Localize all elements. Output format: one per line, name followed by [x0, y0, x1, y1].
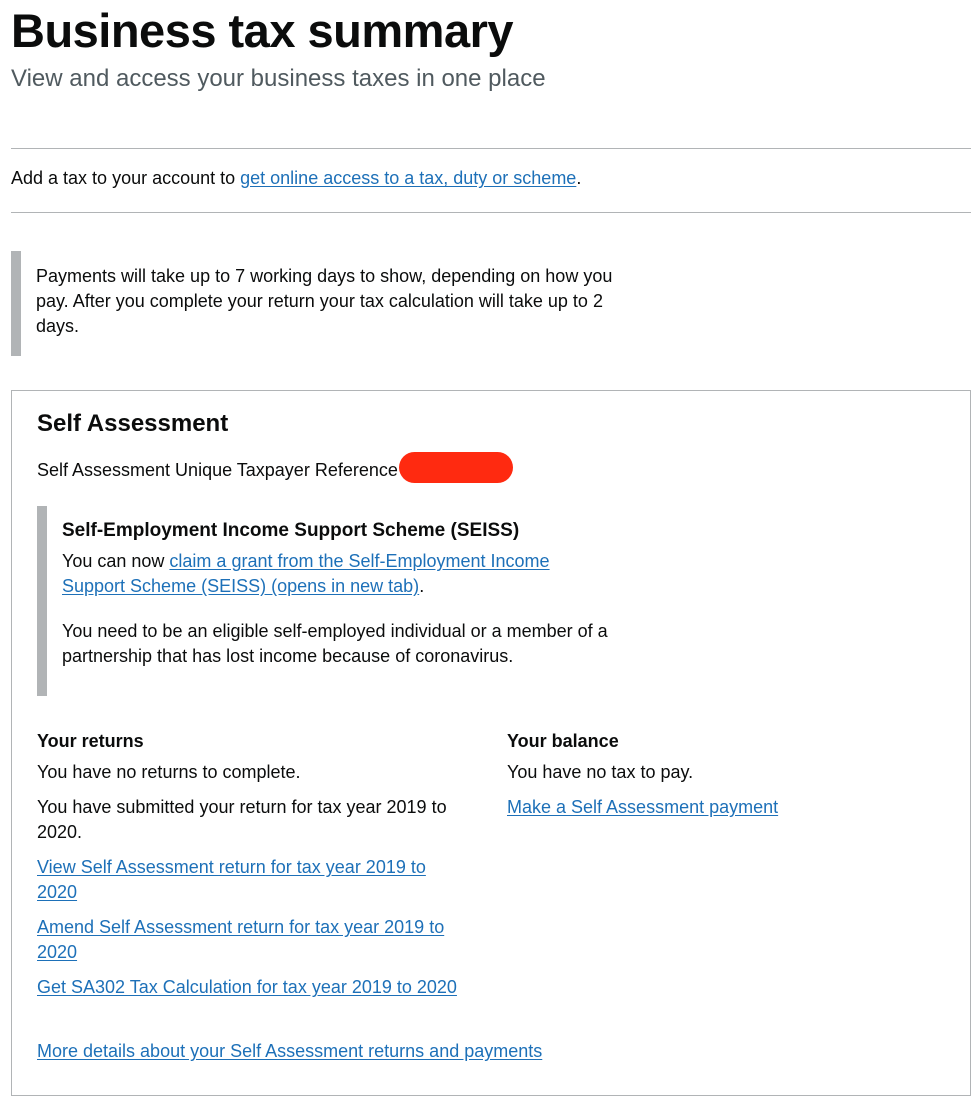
- payment-notice-text: Payments will take up to 7 working days to show, depending on how you pay. After you complete your return your tax calculation will take up to 2 days.: [36, 266, 613, 336]
- no-returns-text: You have no returns to complete.: [37, 762, 301, 782]
- seiss-claim-text: [62, 549, 612, 599]
- add-tax-prefix: Add a tax to your account to: [11, 168, 241, 188]
- view-return-link[interactable]: View Self Assessment return for tax year 2019 to 2020: [37, 857, 426, 902]
- returns-heading: Your returns: [37, 731, 144, 751]
- amend-return-link[interactable]: Amend Self Assessment return for tax year 2019 to 2020: [37, 917, 445, 962]
- more-details-link[interactable]: More details about your Self Assessment returns and payments: [37, 1041, 543, 1061]
- divider: [11, 148, 971, 149]
- self-assessment-card: [11, 390, 971, 1096]
- page-subtitle: View and access your business taxes in one place: [11, 65, 546, 92]
- payment-notice: [11, 251, 621, 356]
- seiss-heading: Self-Employment Income Support Scheme (SEISS): [62, 520, 520, 541]
- seiss-notice: [37, 506, 612, 696]
- add-tax-suffix: .: [576, 168, 582, 188]
- add-tax-link[interactable]: get online access to a tax, duty or scheme: [240, 168, 577, 188]
- page-title: Business tax summary: [11, 4, 514, 57]
- utr-redaction: [399, 452, 513, 483]
- sa302-link[interactable]: Get SA302 Tax Calculation for tax year 2019 to 2020: [37, 977, 457, 997]
- seiss-claim-link[interactable]: claim a grant from the Self-Employment Income Support Scheme (SEISS) (opens in new tab): [62, 551, 550, 596]
- add-tax-text: [11, 166, 581, 191]
- divider: [11, 212, 971, 213]
- balance-text: You have no tax to pay.: [507, 762, 694, 782]
- seiss-claim-prefix: You can now: [62, 551, 170, 571]
- self-assessment-heading: Self Assessment: [37, 410, 229, 437]
- seiss-claim-suffix: .: [419, 576, 425, 596]
- submitted-return-text: You have submitted your return for tax year 2019 to 2020.: [37, 797, 447, 842]
- make-payment-link[interactable]: Make a Self Assessment payment: [507, 797, 779, 817]
- seiss-eligibility-text: You need to be an eligible self-employed individual or a member of a partnership that has lost income because of coronavirus.: [62, 621, 608, 666]
- balance-heading: Your balance: [507, 731, 619, 751]
- utr-label: Self Assessment Unique Taxpayer Reference: [37, 460, 398, 480]
